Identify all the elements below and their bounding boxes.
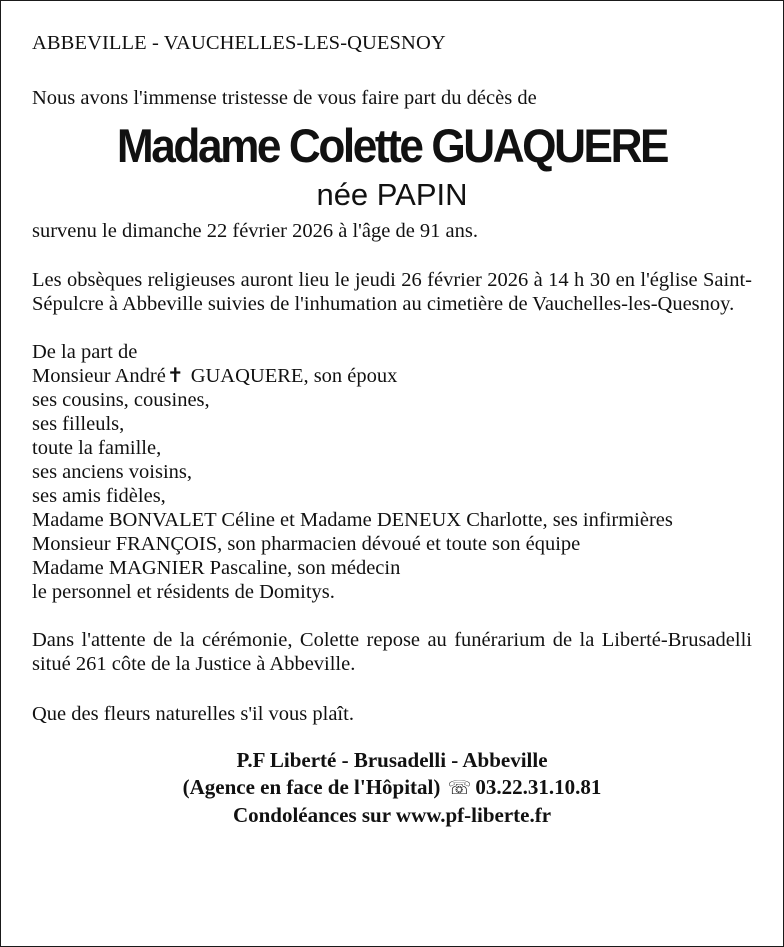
family-line-godchildren: ses filleuls,	[32, 413, 125, 435]
funeral-details: Les obsèques religieuses auront lieu le jeudi 26 février 2026 à 14 h 30 en l'église Saint-Sépulcre à Abbeville suivies de l'inhumation au cimetière de Vauchelles-les-Quesnoy.	[32, 269, 752, 315]
pharmacist-line: Monsieur FRANÇOIS, son pharmacien dévoué et toute son équipe	[32, 533, 581, 555]
maiden-name: née PAPIN	[316, 177, 468, 212]
spouse-line	[32, 364, 752, 388]
condolences-website: Condoléances sur www.pf-liberte.fr	[232, 803, 552, 827]
nurses-line: Madame BONVALET Céline et Madame DENEUX Charlotte, ses infirmières	[32, 509, 673, 531]
deceased-name: Madame Colette GUAQUERE	[116, 119, 668, 172]
family-list	[32, 340, 752, 604]
from-heading: De la part de	[32, 341, 138, 363]
funeral-home-name: P.F Liberté - Brusadelli - Abbeville	[236, 748, 548, 772]
spouse-name: Monsieur André	[32, 365, 166, 387]
obituary-notice	[32, 31, 752, 829]
staff-line: le personnel et résidents de Domitys.	[32, 581, 335, 603]
family-line-friends: ses amis fidèles,	[32, 485, 166, 507]
phone-number: 03.22.31.10.81	[475, 775, 602, 799]
family-line-cousins: ses cousins, cousines,	[32, 389, 210, 411]
viewing-details: Dans l'attente de la cérémonie, Colette repose au funérarium de la Liberté-Brusadelli situé 261 côte de la Justice à Abbeville.	[32, 629, 752, 675]
funeral-home-footer	[32, 747, 752, 829]
agency-location: (Agence en face de l'Hôpital)	[182, 775, 441, 799]
latin-cross-icon: ✝	[166, 363, 184, 387]
death-date-line: survenu le dimanche 22 février 2026 à l'âge de 91 ans.	[32, 220, 478, 242]
flowers-request: Que des fleurs naturelles s'il vous plaît.	[32, 703, 354, 725]
announcement-intro: Nous avons l'immense tristesse de vous faire part du décès de	[32, 87, 537, 109]
family-line-neighbours: ses anciens voisins,	[32, 461, 192, 483]
spouse-role: GUAQUERE, son époux	[185, 365, 398, 387]
family-line-whole-family: toute la famille,	[32, 437, 162, 459]
doctor-line: Madame MAGNIER Pascaline, son médecin	[32, 557, 401, 579]
funeral-home-contact	[32, 774, 752, 802]
telephone-icon: ☏	[447, 777, 472, 799]
location-heading: ABBEVILLE - VAUCHELLES-LES-QUESNOY	[32, 32, 446, 54]
